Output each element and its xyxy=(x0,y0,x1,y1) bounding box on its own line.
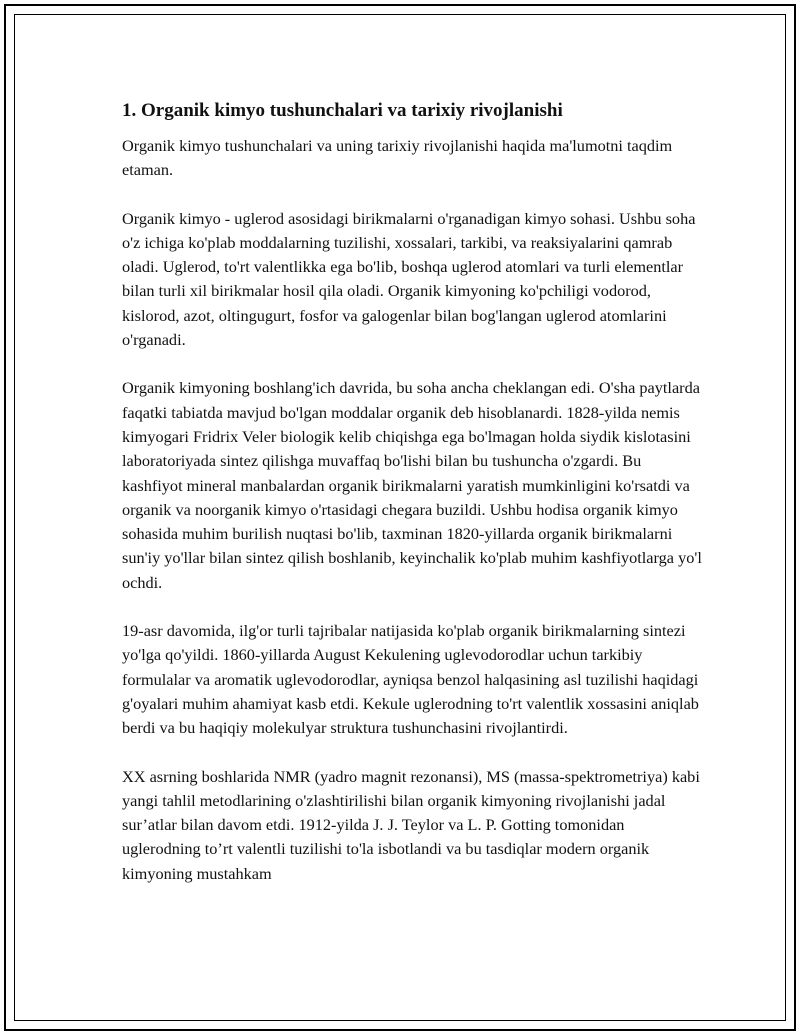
paragraph-intro: Organik kimyo tushunchalari va uning tarixiy rivojlanishi haqida ma'lumotni taqdim etaman. xyxy=(122,136,673,180)
document-title: 1. Organik kimyo tushunchalari va tarixiy rivojlanishi xyxy=(122,100,563,121)
paragraph-early-history: Organik kimyoning boshlang'ich davrida, bu soha ancha cheklangan edi. O'sha paytlarda faqatki tabiatda mavjud bo'lgan moddalar organik deb hisoblanardi. 1828-yilda nemis kimyogari Fridrix Veler biologik kelib chiqishga ega bo'lmagan holda siydik kislotasini laboratoriyada sintez qilishga muvaffaq bo'lishi bilan bu tushuncha o'zgardi. Bu kashfiyot mineral manbalardan organik birikmalarni yaratish mumkinligini ko'rsatdi va organik va noorganik kimyo o'rtasidagi chegara buzildi. Ushbu hodisa organik kimyo sohasida muhim burilish nuqtasi bo'lib, taxminan 1820-yillarda organik birikmalarni sun'iy yo'llar bilan sintez qilish boshlanib, keyinchalik ko'plab muhim kashfiyotlarga yo'l ochdi. xyxy=(122,378,702,592)
paragraph-definition: Organik kimyo - uglerod asosidagi birikmalarni o'rganadigan kimyo sohasi. Ushbu soha o'z ichiga ko'plab moddalarning tuzilishi, xossalari, tarkibi, va reaksiyalarini qamrab oladi. Uglerod, to'rt valentlikka ega bo'lib, boshqa uglerod atomlari va turli elementlar bilan turli xil birikmalar hosil qila oladi. Organik kimyoning ko'pchiligi vodorod, kislorod, azot, oltingugurt, fosfor va galogenlar bilan bog'langan uglerod atomlarini o'rganadi. xyxy=(122,208,696,350)
paragraph-20th-century: XX asrning boshlarida NMR (yadro magnit rezonansi), MS (massa-spektrometriya) kabi yangi tahlil metodlarining o'zlashtirilishi bilan organik kimyoning rivojlanishi jadal sur’atlar bilan davom etdi. 1912-yilda J. J. Teylor va L. P. Gotting tomonidan uglerodning to’rt valentli tuzilishi to'la isbotlandi va bu tasdiqlar modern organik kimyoning mustahkam xyxy=(122,766,700,883)
document-body xyxy=(122,98,702,910)
paragraph-19th-century: 19-asr davomida, ilg'or turli tajribalar natijasida ko'plab organik birikmalarning sintezi yo'lga qo'yildi. 1860-yillarda August Kekulening uglevodorodlar uchun tarkibiy formulalar va aromatik uglevodorodlar, ayniqsa benzol halqasining asl tuzilishi haqidagi g'oyalari muhim ahamiyat kasb etdi. Kekule uglerodning to'rt valentlik xossasini aniqlab berdi va bu haqiqiy molekulyar struktura tushunchasini rivojlantirdi. xyxy=(122,621,699,738)
page-frame xyxy=(4,4,796,1031)
